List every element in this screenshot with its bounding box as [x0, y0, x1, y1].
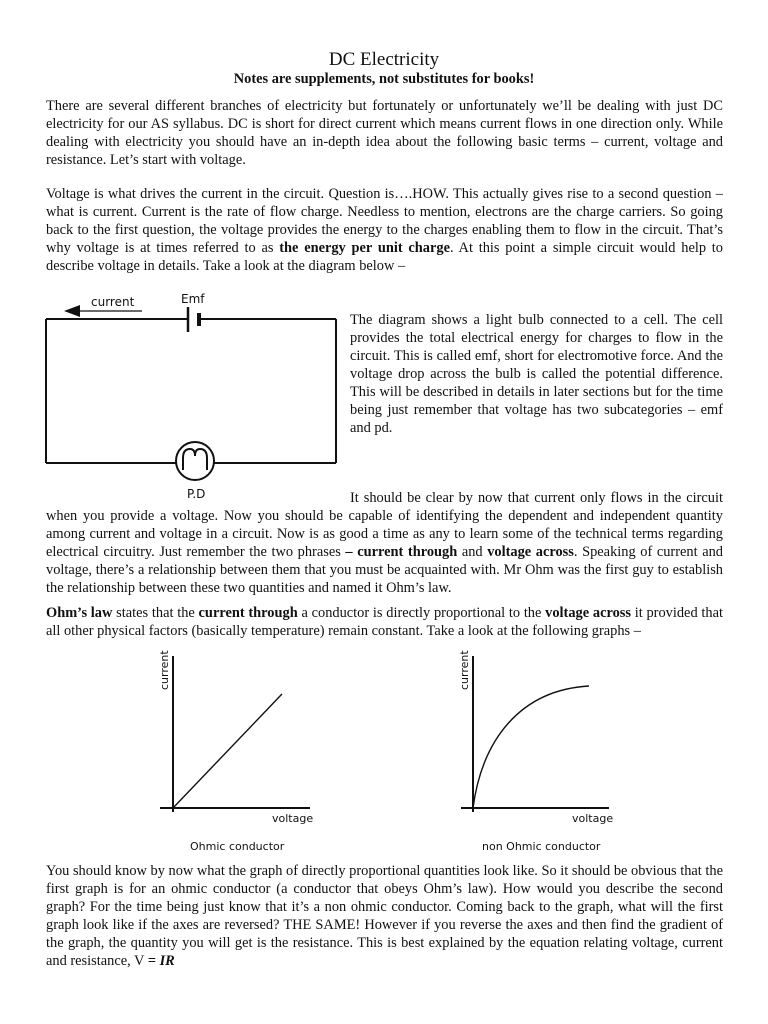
paragraph-cv-text-e: . Speaking of current and voltage, there’s a relationship between them that you must be acquainted with. Mr Ohm was the first guy to establish the relationship between these two quantities and named it Ohm’s law.: [46, 544, 723, 596]
ohmic-ylabel: current: [158, 650, 171, 690]
ohms-law-text-d: a conductor is directly proportional to the: [297, 605, 546, 621]
paragraph-cv-text-c: and: [457, 544, 488, 560]
circuit-label-pd: P.D: [187, 487, 206, 501]
ohmic-xlabel: voltage: [272, 812, 314, 825]
ohms-law-text-f: it provided that all other physical factors (basically temperature) remain constant. Take a look at the following graphs –: [46, 605, 723, 639]
graph-non-ohmic: [461, 656, 609, 812]
circuit-label-current: current: [91, 295, 135, 309]
bulb-filament: [183, 449, 207, 470]
ohms-law-term: Ohm’s law: [46, 605, 113, 621]
non-ohmic-ylabel: current: [458, 650, 471, 690]
paragraph-cv-bold-voltage: voltage across: [487, 544, 574, 560]
non-ohmic-curve: [473, 686, 589, 808]
equation-v-ir: = IR: [147, 953, 175, 969]
page-subtitle: Notes are supplements, not substitutes for books!: [233, 71, 535, 87]
page-title: DC Electricity: [328, 49, 440, 70]
paragraph-voltage-text-c: . At this point a simple circuit would help to describe voltage in details. Take a look at the diagram below –: [46, 240, 723, 274]
paragraph-cv-text-a: It should be clear by now that current only flows in the circuit when you provide a voltage. Now you should be capable of identifying the dependent and independent quantity among current and voltage in a circuit. Now is as good a time as any to learn some of the technical terms regarding electrical circuitry. Just remember the two phrases: [46, 490, 723, 560]
graph-ohmic: [160, 656, 310, 812]
bulb-symbol: [176, 442, 214, 480]
ohms-law-voltage-across: voltage across: [545, 605, 631, 621]
paragraph-voltage: [46, 185, 723, 275]
paragraph-diagram-description: The diagram shows a light bulb connected to a cell. The cell provides the total electrical energy for charges to flow in the circuit. This is called emf, short for electromotive force. And the voltage drop across the bulb is called the potential difference. This will be described in details in later sections but for the time being just remember that voltage has two subcategories – emf and pd.: [350, 312, 723, 436]
current-arrow-head: [64, 305, 80, 317]
graph-discussion-text: You should know by now what the graph of directly proportional quantities look like. So it should be obvious that the first graph is for an ohmic conductor (a conductor that obeys Ohm’s law). How would you describe the second graph? For the time being just know that it’s a non ohmic conductor. Coming back to the graph, what will the first graph look like if the axes are reversed? THE SAME! However if you reverse the axes and then find the gradient of the graph, the quantity you will get is the resistance. This is best explained by the equation relating voltage, current and resistance, V: [46, 863, 723, 969]
ohmic-caption: Ohmic conductor: [190, 840, 285, 853]
circuit-label-emf: Emf: [181, 292, 205, 306]
ohmic-line: [173, 694, 282, 808]
paragraph-ohms-law: [46, 604, 723, 640]
paragraph-voltage-text-a: Voltage is what drives the current in the circuit. Question is….HOW. This actually gives rise to a second question – what is current. Current is the rate of flow charge. Needless to mention, electrons are the charge carriers. So going back to the first question, the voltage provides the energy to the charges enabling them to flow in the circuit. That’s why voltage is at times referred to as: [46, 186, 723, 256]
non-ohmic-xlabel: voltage: [572, 812, 614, 825]
paragraph-current-voltage: [46, 489, 723, 597]
paragraph-voltage-bold: the energy per unit charge: [279, 240, 450, 256]
paragraph-intro: There are several different branches of electricity but fortunately or unfortunately we’ll be dealing with just DC electricity for our AS syllabus. DC is short for direct current which means current flows in one direction only. While dealing with electricity you should have an in-depth idea about the following basic terms – current, voltage and resistance. Let’s start with voltage.: [46, 98, 723, 168]
ohms-law-current-through: current through: [198, 605, 298, 621]
ohms-law-text-b: states that the: [112, 605, 199, 621]
paragraph-cv-bold-current: – current through: [345, 544, 458, 560]
non-ohmic-caption: non Ohmic conductor: [482, 840, 601, 853]
paragraph-graph-discussion: [46, 862, 723, 970]
circuit-diagram: [46, 305, 336, 480]
